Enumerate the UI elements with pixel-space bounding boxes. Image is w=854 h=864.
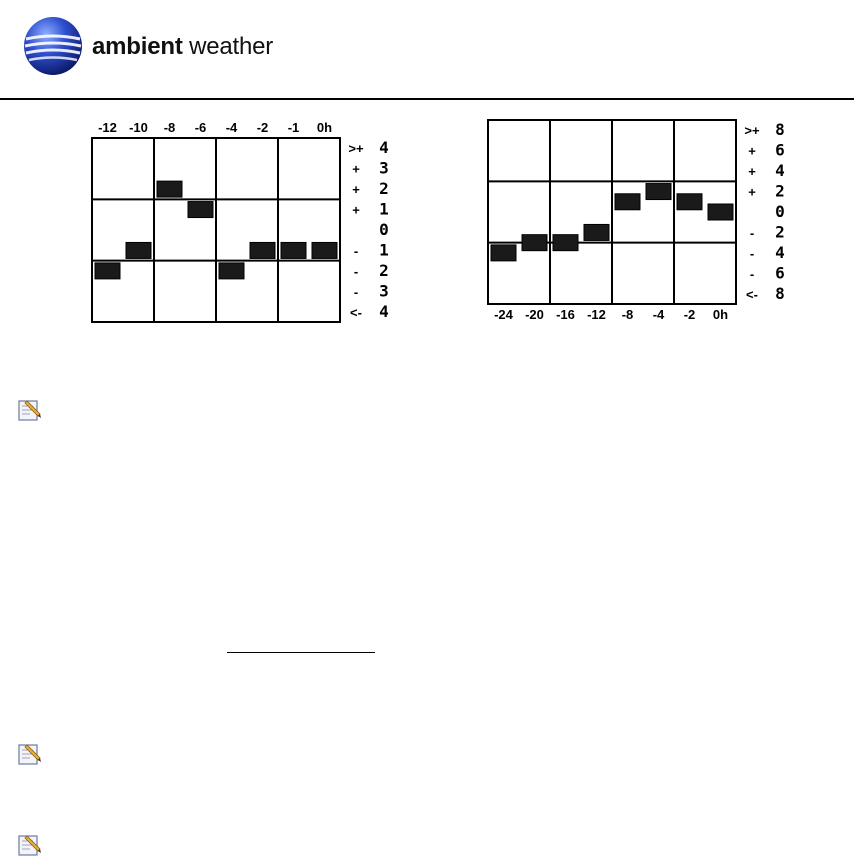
pressure-bar bbox=[281, 242, 306, 258]
pressure-history-12h-chart bbox=[86, 118, 396, 338]
x-tick-label: 0h bbox=[712, 307, 729, 322]
pressure-bar bbox=[522, 235, 547, 251]
brand-word-weather: weather bbox=[182, 33, 274, 60]
globe-logo-icon bbox=[22, 15, 84, 77]
x-tick-label: -8 bbox=[163, 120, 176, 135]
sign-label: >+ bbox=[348, 141, 364, 157]
underline-rule bbox=[227, 652, 375, 653]
scale-digit: 6 bbox=[775, 263, 785, 283]
sign-label: >+ bbox=[744, 123, 760, 139]
x-tick-label: -2 bbox=[683, 307, 696, 322]
pressure-bar bbox=[584, 224, 609, 240]
sign-label: + bbox=[748, 184, 756, 200]
scale-digit: 4 bbox=[775, 161, 785, 181]
sign-label: <- bbox=[746, 286, 758, 302]
scale-digit: 2 bbox=[379, 179, 389, 199]
x-tick-label: -6 bbox=[194, 120, 207, 135]
scale-digit: 6 bbox=[775, 140, 785, 160]
scale-digit: 2 bbox=[775, 181, 785, 201]
sign-label: - bbox=[353, 284, 359, 300]
pressure-bar bbox=[95, 263, 120, 279]
sign-label: + bbox=[748, 164, 756, 180]
scale-digit: 8 bbox=[775, 120, 785, 140]
sign-label: + bbox=[352, 161, 360, 177]
pressure-bar bbox=[708, 204, 733, 220]
x-tick-label: -8 bbox=[621, 307, 634, 322]
pressure-bar bbox=[615, 194, 640, 210]
scale-digit: 4 bbox=[379, 138, 389, 158]
sign-label: - bbox=[749, 225, 755, 241]
note-icon bbox=[16, 832, 42, 858]
sign-label: + bbox=[352, 182, 360, 198]
scale-digit: 1 bbox=[379, 199, 389, 219]
scale-digit: 4 bbox=[775, 242, 785, 262]
header-divider bbox=[0, 98, 854, 100]
x-tick-label: -12 bbox=[587, 307, 606, 322]
scale-digit: 3 bbox=[379, 158, 389, 178]
scale-digit: 0 bbox=[379, 220, 389, 239]
chart-svg bbox=[86, 118, 396, 338]
sign-label: + bbox=[352, 202, 360, 218]
scale-digit: 3 bbox=[379, 281, 389, 301]
pressure-bar bbox=[219, 263, 244, 279]
sign-label: - bbox=[749, 245, 755, 261]
x-tick-label: -4 bbox=[652, 307, 665, 322]
scale-digit: 1 bbox=[379, 240, 389, 260]
sign-label: - bbox=[749, 266, 755, 282]
x-tick-label: -2 bbox=[256, 120, 269, 135]
sign-label: <- bbox=[350, 304, 362, 320]
x-tick-label: -1 bbox=[287, 120, 300, 135]
scale-digit: 8 bbox=[775, 283, 785, 303]
x-tick-label: -10 bbox=[129, 120, 148, 135]
chart-svg bbox=[482, 118, 792, 338]
x-tick-label: -20 bbox=[525, 307, 544, 322]
pressure-bar bbox=[126, 242, 151, 258]
pressure-bar bbox=[250, 242, 275, 258]
pressure-bar bbox=[553, 235, 578, 251]
sign-label: + bbox=[748, 143, 756, 159]
scale-digit: 4 bbox=[379, 301, 389, 321]
pressure-bar bbox=[312, 242, 337, 258]
pressure-bar bbox=[677, 194, 702, 210]
x-tick-label: -24 bbox=[494, 307, 513, 322]
sign-label: - bbox=[353, 243, 359, 259]
brand-logo bbox=[22, 10, 274, 82]
scale-digit: 2 bbox=[379, 260, 389, 280]
pressure-bar bbox=[491, 245, 516, 261]
pressure-history-24h-chart bbox=[482, 118, 792, 338]
x-tick-label: -4 bbox=[225, 120, 238, 135]
sign-label: - bbox=[353, 263, 359, 279]
pressure-bar bbox=[157, 181, 182, 197]
scale-digit: 2 bbox=[775, 222, 785, 242]
x-tick-label: -12 bbox=[98, 120, 117, 135]
x-tick-label: -16 bbox=[556, 307, 575, 322]
brand-wordmark bbox=[92, 33, 273, 61]
note-icon bbox=[16, 397, 42, 423]
note-icon bbox=[16, 741, 42, 767]
x-tick-label: 0h bbox=[316, 120, 333, 135]
pressure-bar bbox=[646, 184, 671, 200]
brand-word-ambient: ambient bbox=[92, 33, 183, 60]
scale-digit: 0 bbox=[775, 202, 785, 221]
pressure-bar bbox=[188, 202, 213, 218]
